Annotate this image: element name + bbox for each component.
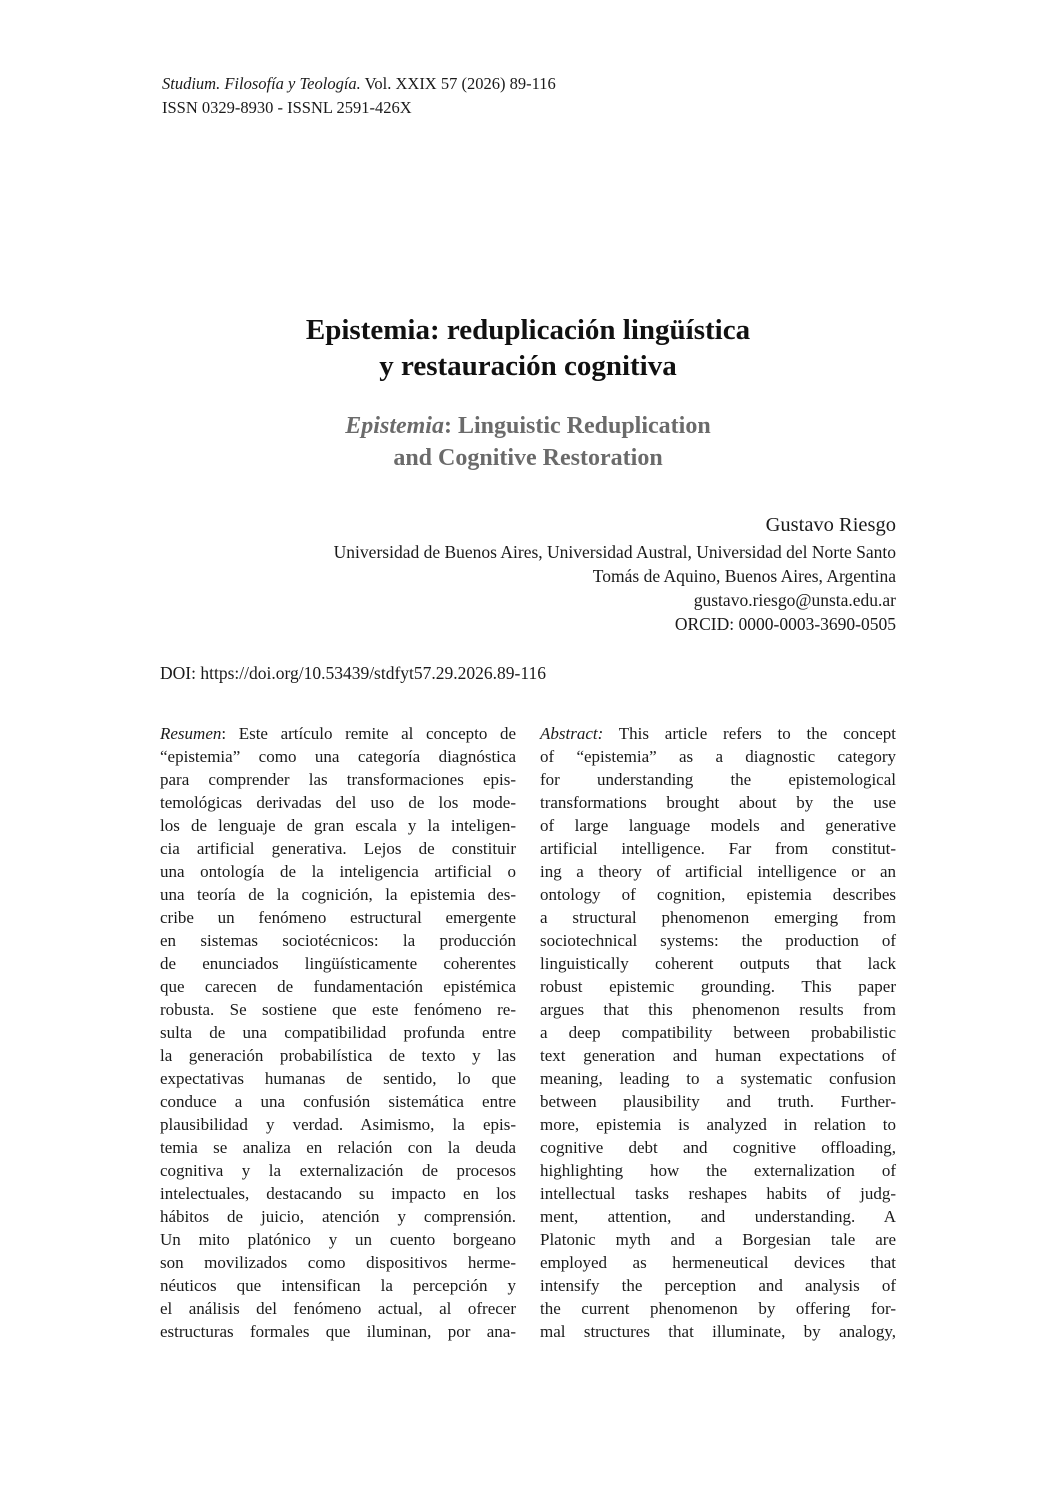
title-english-line-1 — [0, 410, 1056, 442]
author-email[interactable]: gustavo.riesgo@unsta.edu.ar — [693, 590, 896, 610]
abstract-line: transformations brought about by the use — [540, 793, 896, 812]
abstract-line: linguistically coherent outputs that lack — [540, 954, 896, 973]
abstract-line: sulta de una compatibilidad profunda entre — [160, 1023, 516, 1042]
abstract-spanish — [160, 722, 516, 1343]
abstract-line: more, epistemia is analyzed in relation to — [540, 1115, 896, 1134]
abstract-line: estructuras formales que iluminan, por ana- — [160, 1322, 516, 1341]
abstract-line — [160, 722, 516, 745]
abstract-line: son movilizados como dispositivos herme- — [160, 1253, 516, 1272]
title-block — [0, 312, 1056, 474]
abstract-line: cia artificial generativa. Lejos de constituir — [160, 839, 516, 858]
abstract-label: Resumen — [160, 724, 222, 743]
abstract-line: mal structures that illuminate, by analogy, — [540, 1322, 896, 1341]
abstract-first-line-text: : Este artículo remite al concepto de — [221, 724, 516, 743]
author-affiliation-line-2: Tomás de Aquino, Buenos Aires, Argentina — [592, 566, 896, 586]
abstract-line: a deep compatibility between probabilistic — [540, 1023, 896, 1042]
title-english-italic: Epistemia — [345, 413, 444, 439]
title-english-rest: : Linguistic Reduplication — [443, 413, 711, 439]
abstract-line: Un mito platónico y un cuento borgeano — [160, 1230, 516, 1249]
abstract-line: ment, attention, and understanding. A — [540, 1207, 896, 1226]
abstract-line: para comprender las transformaciones epis- — [160, 770, 516, 789]
journal-name: Studium. Filosofía y Teología. — [162, 74, 361, 93]
abstract-line: of “epistemia” as a diagnostic category — [540, 747, 896, 766]
abstract-line: intelectuales, destacando su impacto en los — [160, 1184, 516, 1203]
abstract-label: Abstract: — [540, 724, 604, 743]
abstract-line: meaning, leading to a systematic confusion — [540, 1069, 896, 1088]
abstract-line: el análisis del fenómeno actual, al ofrecer — [160, 1299, 516, 1318]
abstract-line: intensify the perception and analysis of — [540, 1276, 896, 1295]
issn-line: ISSN 0329-8930 - ISSNL 2591-426X — [162, 98, 412, 117]
abstract-line: cognitive debt and cognitive offloading, — [540, 1138, 896, 1157]
title-spanish-line-2: y restauración cognitiva — [379, 350, 677, 382]
abstract-line: hábitos de juicio, atención y comprensión. — [160, 1207, 516, 1226]
abstract-line: conduce a una confusión sistemática entre — [160, 1092, 516, 1111]
doi-link[interactable]: DOI: https://doi.org/10.53439/stdfyt57.29.2026.89-116 — [160, 663, 546, 683]
abstract-line: temológicas derivadas del uso de los mode- — [160, 793, 516, 812]
abstract-line: una ontología de la inteligencia artificial o — [160, 862, 516, 881]
journal-citation — [162, 72, 556, 96]
abstract-line: sociotechnical systems: the production of — [540, 931, 896, 950]
abstract-line: a structural phenomenon emerging from — [540, 908, 896, 927]
author-block — [136, 510, 896, 636]
abstract-english — [540, 722, 896, 1343]
abstract-line: cribe un fenómeno estructural emergente — [160, 908, 516, 927]
author-name: Gustavo Riesgo — [765, 514, 896, 536]
abstract-line: cognitiva y la externalización de procesos — [160, 1161, 516, 1180]
abstract-first-line-text: This article refers to the concept — [603, 724, 896, 743]
title-spanish-line-1: Epistemia: reduplicación lingüística — [305, 314, 751, 346]
running-header — [162, 72, 556, 120]
abstract-line: of large language models and generative — [540, 816, 896, 835]
author-orcid[interactable]: ORCID: 0000-0003-3690-0505 — [674, 614, 896, 634]
abstract-line: intellectual tasks reshapes habits of judg- — [540, 1184, 896, 1203]
abstract-line: artificial intelligence. Far from constitut- — [540, 839, 896, 858]
title-spanish — [0, 312, 1056, 384]
abstract-line: néuticos que intensifican la percepción y — [160, 1276, 516, 1295]
abstract-line: ontology of cognition, epistemia describes — [540, 885, 896, 904]
title-english — [0, 410, 1056, 474]
abstract-line: expectativas humanas de sentido, lo que — [160, 1069, 516, 1088]
abstract-line: los de lenguaje de gran escala y la inteligen- — [160, 816, 516, 835]
abstract-line: plausibilidad y verdad. Asimismo, la epis- — [160, 1115, 516, 1134]
author-affiliation-line-1: Universidad de Buenos Aires, Universidad Austral, Universidad del Norte Santo — [333, 542, 896, 562]
abstract-line: la generación probabilística de texto y las — [160, 1046, 516, 1065]
abstract-line — [540, 722, 896, 745]
abstract-line: argues that this phenomenon results from — [540, 1000, 896, 1019]
abstract-line: the current phenomenon by offering for- — [540, 1299, 896, 1318]
abstract-line: highlighting how the externalization of — [540, 1161, 896, 1180]
title-english-line-2: and Cognitive Restoration — [393, 445, 663, 471]
abstract-line: Platonic myth and a Borgesian tale are — [540, 1230, 896, 1249]
abstract-line: robust epistemic grounding. This paper — [540, 977, 896, 996]
abstract-line: que carecen de fundamentación epistémica — [160, 977, 516, 996]
abstract-line: between plausibility and truth. Further- — [540, 1092, 896, 1111]
abstract-line: employed as hermeneutical devices that — [540, 1253, 896, 1272]
abstract-line: temia se analiza en relación con la deuda — [160, 1138, 516, 1157]
abstract-line: de enunciados lingüísticamente coherentes — [160, 954, 516, 973]
abstract-line: for understanding the epistemological — [540, 770, 896, 789]
abstract-line: text generation and human expectations of — [540, 1046, 896, 1065]
abstract-line: robusta. Se sostiene que este fenómeno re- — [160, 1000, 516, 1019]
abstract-line: ing a theory of artificial intelligence or an — [540, 862, 896, 881]
abstract-line: “epistemia” como una categoría diagnóstica — [160, 747, 516, 766]
abstract-line: una teoría de la cognición, la epistemia des- — [160, 885, 516, 904]
journal-volume: Vol. XXIX 57 (2026) 89-116 — [360, 74, 556, 93]
abstract-line: en sistemas sociotécnicos: la producción — [160, 931, 516, 950]
